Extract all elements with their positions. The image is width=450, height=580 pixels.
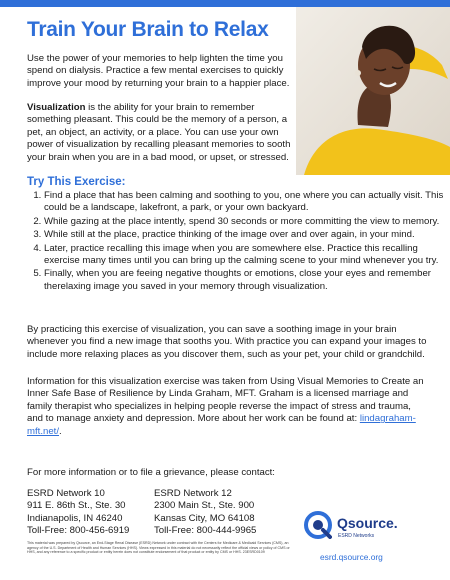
visualization-text: is the ability for your brain to remember something pleasant. This could be the memory of a person, a pet, an object, an activity, or a place. You can use your own power of visualization by recalling pleasant memories to sooth your brain when you are in a bad mood, or upset, or stressed.	[27, 102, 291, 163]
office-network-12	[154, 488, 256, 538]
office-name: ESRD Network 10	[27, 488, 105, 499]
relaxing-woman-photo	[296, 7, 450, 175]
office-city: Kansas City, MO 64108	[154, 512, 255, 524]
page-title: Train Your Brain to Relax	[27, 18, 269, 41]
exercise-step: 4. Later, practice recalling this image when you are somewhere else. Practice this recalling exercise many times until you can bring up the calming scene to your mind whenever you try.	[44, 243, 446, 268]
top-accent-bar	[0, 0, 450, 7]
exercise-step: 2. While gazing at the place intently, spend 30 seconds or more committing the view to memory.	[44, 216, 446, 228]
office-phone: Toll-Free: 800-456-6919	[27, 525, 130, 537]
office-address: 911 E. 86th St., Ste. 30	[27, 500, 126, 512]
visualization-term: Visualization	[27, 102, 86, 113]
info-text: Information for this visualization exercise was taken from Using Visual Memories to Create an Inner Safe Base of Resilience by Linda Graham, MFT. Graham is a licensed marriage and family therapist who specializes in helping people reverse the impact of stress and trauma, and to manage anxiety and depression. More about her work can be found at:	[27, 376, 424, 425]
photo-illustration	[296, 7, 450, 175]
office-city: Indianapolis, IN 46240	[27, 512, 123, 524]
logo-wordmark: Qsource.	[337, 515, 398, 531]
qsource-logo	[304, 508, 434, 546]
office-network-10	[27, 488, 129, 538]
qsource-logo-icon	[304, 511, 332, 539]
office-address: 2300 Main St., Ste. 900	[154, 500, 255, 512]
exercise-step: 5. Finally, when you are feeing negative thoughts or emotions, close your eyes and remember therelaxing image you saved in your memory through visualization.	[44, 268, 446, 293]
linda-graham-link[interactable]: lindagraham-mft.net/	[27, 413, 416, 437]
office-name: ESRD Network 12	[154, 488, 232, 499]
info-paragraph	[27, 376, 429, 438]
visualization-paragraph	[27, 102, 293, 164]
exercise-steps-list	[27, 190, 446, 294]
disclaimer-text: This material was prepared by Qsource, an End-Stage Renal Disease (ESRD) Network under contract with the Centers for Medicare & Medicaid Services (CMS), an agency of the U.S. Department of Health and Human Services (HHS). Views expressed in this material do not necessarily reflect the official views or policy of CMS or HHS, and any reference to a specific product or entity herein does not constitute endorsement of that product or entity by CMS or HHS. 23ESRD0109	[27, 541, 290, 555]
intro-paragraph: Use the power of your memories to help lighten the time you spend on dialysis. Practice a few mental exercises to quickly improve your mood by returning your brain to a happier place.	[27, 53, 290, 89]
info-period: .	[59, 425, 62, 437]
website-url: esrd.qsource.org	[320, 552, 383, 562]
contact-heading: For more information or to file a grievance, please contact:	[27, 467, 275, 478]
exercise-step: 3. While still at the place, practice thinking of the image over and over again, in your mind.	[44, 229, 446, 241]
exercise-step: 1. Find a place that has been calming and soothing to you, one where you can actually visit. This could be a landscape, lakefront, a park, or your own backyard.	[44, 190, 446, 215]
exercise-heading: Try This Exercise:	[27, 176, 126, 188]
practice-paragraph: By practicing this exercise of visualization, you can save a soothing image in your brain whenever you find a new image that sooths you. With practice you can expand your images to include more relaxing places as you discover them, such as your pet, your child or grandchild.	[27, 324, 427, 360]
logo-subtitle: ESRD Networks	[338, 533, 375, 539]
office-phone: Toll-Free: 800-444-9965	[154, 525, 257, 537]
